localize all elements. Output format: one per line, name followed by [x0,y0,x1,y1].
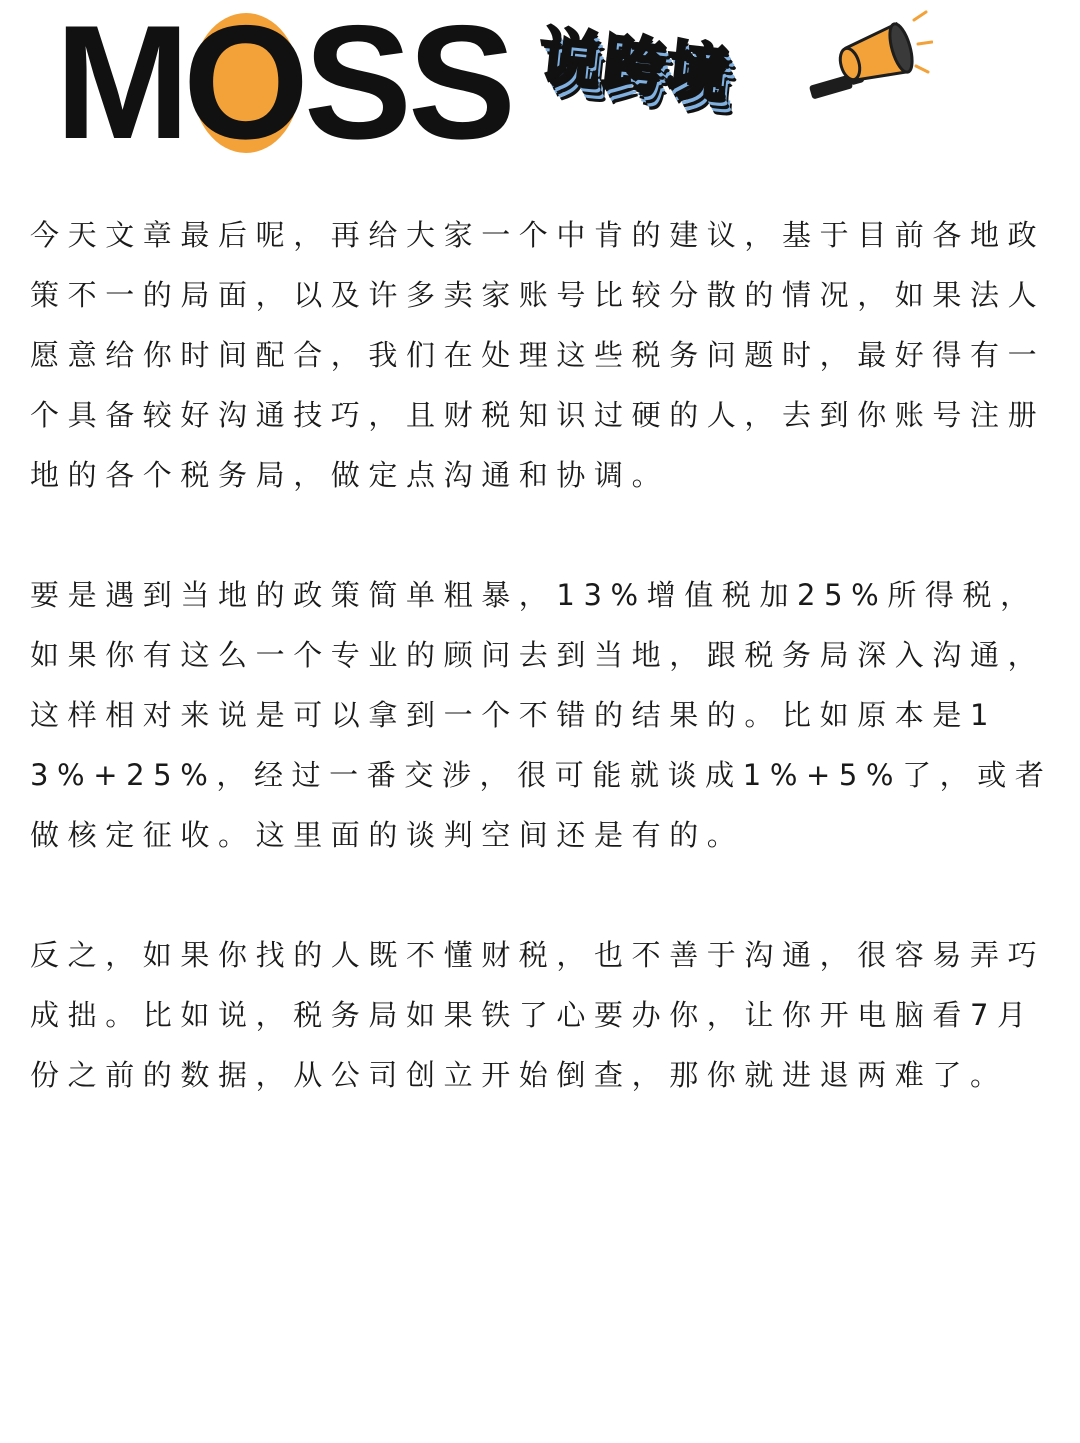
logo-letters-ss: SS [303,0,513,173]
header [0,0,1080,173]
megaphone-icon [808,10,933,105]
logo-orange-circle [182,0,309,173]
tagline-text: 说跨境 [535,19,735,112]
article-paragraph-2: 要是遇到当地的政策简单粗暴，13%增值税加25%所得税，如果你有这么一个专业的顾问去到当地，跟税务局深入沟通，这样相对来说是可以拿到一个不错的结果的。比如原本是13%+25%，经过一番交涉，很可能就谈成1%+5%了，或者做核定征收。这里面的谈判空间还是有的。 [30,578,1053,852]
article-paragraph-3: 反之，如果你找的人既不懂财税，也不善于沟通，很容易弄巧成拙。比如说，税务局如果铁了心要办你，让你开电脑看7月份之前的数据，从公司创立开始倒查，那你就进退两难了。 [30,938,1046,1092]
article-body [30,205,1055,1165]
brand-logo [55,0,513,173]
logo-letter-m: M [55,0,186,173]
article-paragraph-1: 今天文章最后呢，再给大家一个中肯的建议，基于目前各地政策不一的局面，以及许多卖家账号比较分散的情况，如果法人愿意给你时间配合，我们在处理这些税务问题时，最好得有一个具备较好沟通技巧，且财税知识过硬的人，去到你账号注册地的各个税务局，做定点沟通和协调。 [30,218,1046,492]
logo-letter-o: O [182,0,309,173]
tagline-badge [533,6,813,144]
